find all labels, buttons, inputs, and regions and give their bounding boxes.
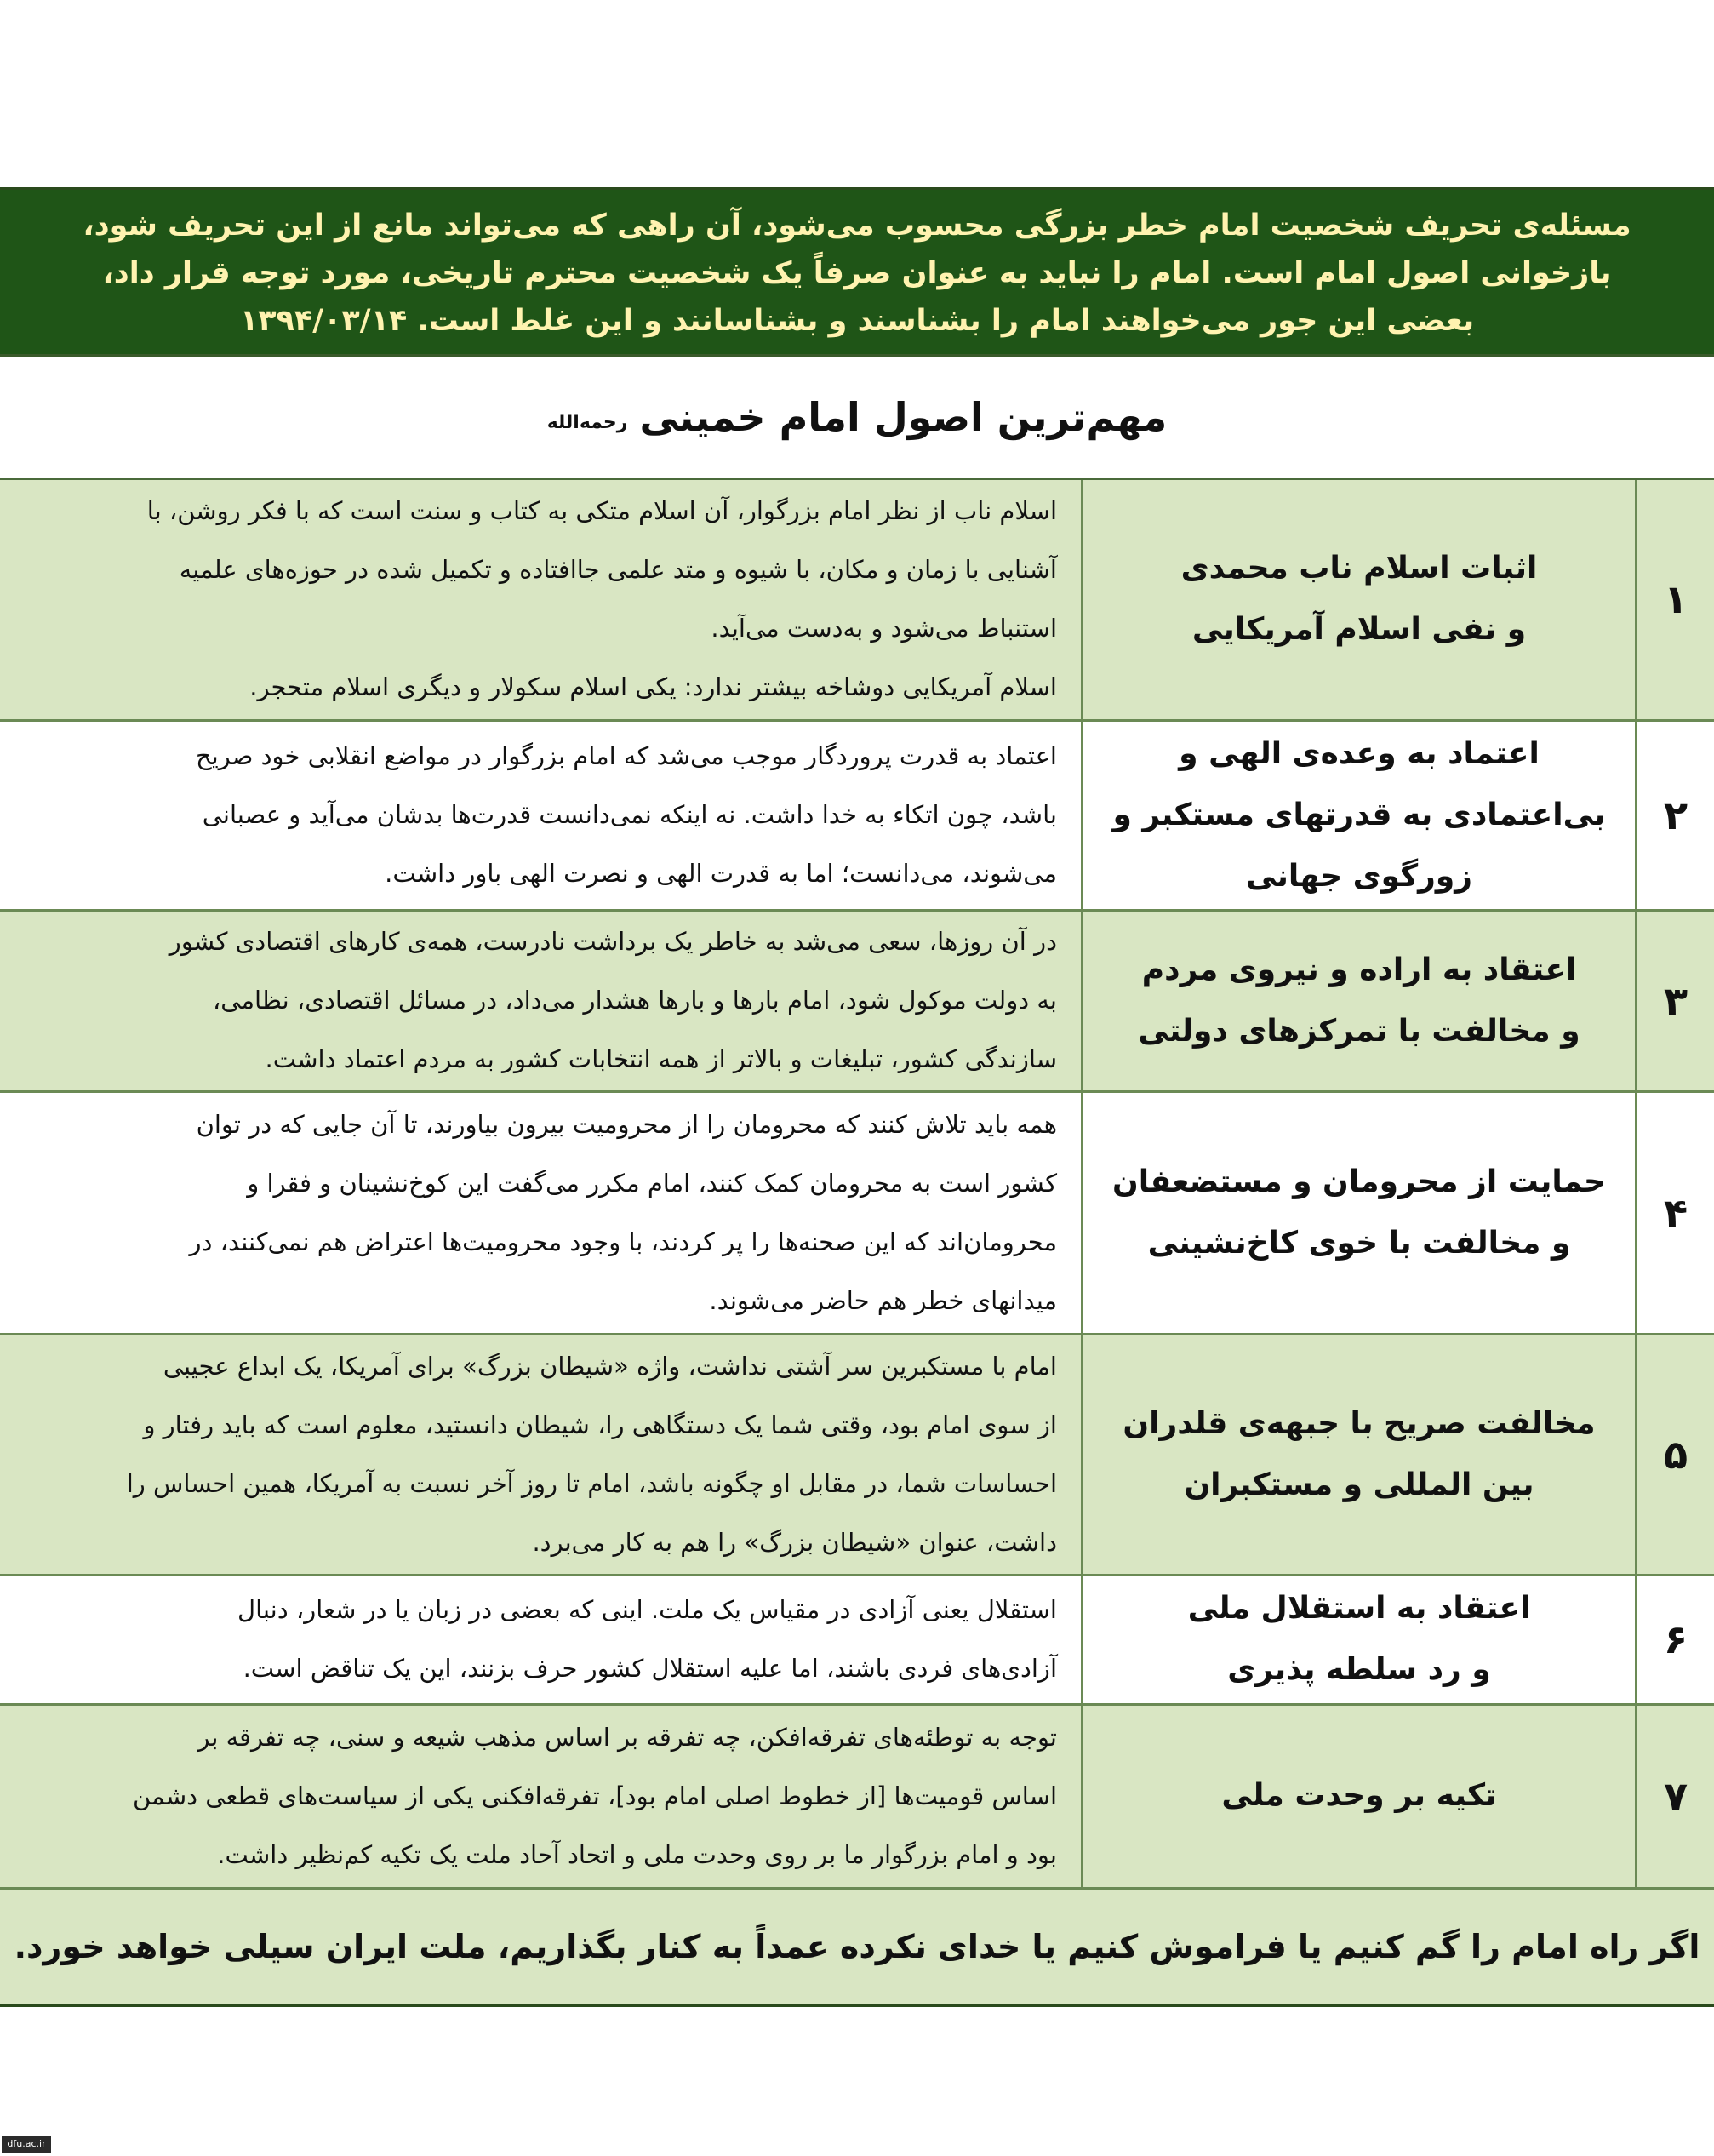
table-row xyxy=(0,1091,1714,1334)
principle-line: حمایت از محرومان و مستضعفان xyxy=(1112,1164,1606,1199)
table-row xyxy=(0,1704,1714,1888)
desc-line: باشد، چون اتکاء به خدا داشت. نه اینکه نمی‌دانست قدرت‌ها بدشان می‌آید و عصبانی xyxy=(202,800,1057,829)
principle-title xyxy=(1083,720,1637,910)
header-line: مسئله‌ی تحریف شخصیت امام خطر بزرگی محسوب می‌شود، آن راهی که می‌تواند مانع از این تحریف شود، xyxy=(83,209,1631,243)
principle-line: مخالفت صریح با جبهه‌ی قلدران xyxy=(1123,1405,1596,1441)
principle-description xyxy=(0,910,1083,1091)
page-title: مهم‌ترین اصول امام خمینی xyxy=(639,394,1168,440)
row-number: ۱ xyxy=(1637,480,1714,720)
desc-line: به دولت موکول شود، امام بارها و بارها هشدار می‌داد، در مسائل اقتصادی، نظامی، xyxy=(212,986,1057,1015)
desc-line: از سوی امام بود، وقتی شما یک دستگاهی را، شیطان دانستید، معلوم است که باید رفتار و xyxy=(143,1410,1057,1439)
principle-title xyxy=(1083,1091,1637,1334)
principle-title xyxy=(1083,1334,1637,1575)
principle-description xyxy=(0,1334,1083,1575)
principle-line: اثبات اسلام ناب محمدی xyxy=(1180,551,1538,586)
row-number: ۶ xyxy=(1637,1575,1714,1704)
table-row xyxy=(0,720,1714,910)
desc-line: می‌شوند، می‌دانست؛ اما به قدرت الهی و نصرت الهی باور داشت. xyxy=(385,859,1057,888)
desc-line: در آن روزها، سعی می‌شد به خاطر یک برداشت نادرست، همه‌ی کارهای اقتصادی کشور xyxy=(169,927,1057,956)
table-row xyxy=(0,480,1714,720)
desc-line: اعتماد به قدرت پروردگار موجب می‌شد که امام بزرگوار در مواضع انقلابی خود صریح xyxy=(195,741,1057,770)
header-line: بازخوانی اصول امام است. امام را نباید به عنوان صرفاً یک شخصیت محترم تاریخی، مورد توجه قرار داد، xyxy=(102,256,1612,290)
desc-line: بود و امام بزرگوار ما بر روی وحدت ملی و اتحاد آحاد ملت یک تکیه کم‌نظیر داشت. xyxy=(217,1839,1057,1869)
principle-title xyxy=(1083,910,1637,1091)
desc-line: اسلام ناب از نظر امام بزرگوار، آن اسلام متکی به کتاب و سنت است که با فکر روشن، با xyxy=(146,496,1057,526)
principle-line: و مخالفت با خوی کاخ‌نشینی xyxy=(1147,1225,1571,1261)
principle-title xyxy=(1083,1704,1637,1888)
principle-line: اعتماد به وعده‌ی الهی و xyxy=(1179,735,1540,771)
principles-table xyxy=(0,480,1714,1890)
desc-line: استنباط می‌شود و به‌دست می‌آید. xyxy=(711,614,1057,643)
principle-line: بی‌اعتمادی به قدرتهای مستکبر و xyxy=(1112,797,1606,832)
row-number: ۴ xyxy=(1637,1091,1714,1334)
principle-line: و رد سلطه پذیری xyxy=(1227,1652,1491,1687)
title-row xyxy=(0,357,1714,480)
principle-description xyxy=(0,1704,1083,1888)
desc-line: میدانهای خطر هم حاضر می‌شوند. xyxy=(709,1285,1057,1315)
principle-line: اعتقاد به استقلال ملی xyxy=(1187,1591,1531,1626)
title-suffix: رحمه‌الله xyxy=(546,411,628,433)
principle-description xyxy=(0,1575,1083,1704)
header-quote xyxy=(0,190,1714,357)
principles-document xyxy=(0,187,1714,2007)
desc-line: محرومان‌اند که این صحنه‌ها را پر کردند، با وجود محرومیت‌ها اعتراض هم نمی‌کنند، در xyxy=(189,1227,1057,1256)
principle-line: و مخالفت با تمرکزهای دولتی xyxy=(1138,1013,1580,1049)
desc-line: داشت، عنوان «شیطان بزرگ» را هم به کار می‌برد. xyxy=(532,1527,1057,1557)
desc-line: استقلال یعنی آزادی در مقیاس یک ملت. اینی که بعضی در زبان یا در شعار، دنبال xyxy=(237,1595,1057,1624)
principle-description xyxy=(0,480,1083,720)
principle-line: زورگوی جهانی xyxy=(1245,858,1473,894)
desc-line: آشنایی با زمان و مکان، با شیوه و متد علمی جاافتاده و تکمیل شده در حوزه‌های علمیه xyxy=(179,555,1057,585)
principle-description xyxy=(0,1091,1083,1334)
table-row xyxy=(0,1334,1714,1575)
desc-line: سازندگی کشور، تبلیغات و بالاتر از همه انتخابات کشور به مردم اعتماد داشت. xyxy=(265,1044,1057,1073)
row-number: ۵ xyxy=(1637,1334,1714,1575)
desc-line: امام با مستکبرین سر آشتی نداشت، واژه «شیطان بزرگ» برای آمریکا، یک ابداع عجیبی xyxy=(163,1351,1057,1381)
principle-line: و نفی اسلام آمریکایی xyxy=(1191,612,1527,648)
row-number: ۳ xyxy=(1637,910,1714,1091)
table-row xyxy=(0,1575,1714,1704)
principle-line: تکیه بر وحدت ملی xyxy=(1221,1778,1497,1813)
desc-line: توجه به توطئه‌های تفرقه‌افکن، چه تفرقه بر اساس مذهب شیعه و سنی، چه تفرقه بر xyxy=(197,1722,1057,1752)
row-number: ۲ xyxy=(1637,720,1714,910)
header-line: بعضی این جور می‌خواهند امام را بشناسند و بشناسانند و این غلط است. ۱۳۹۴/۰۳/۱۴ xyxy=(239,304,1475,338)
desc-line: آزادی‌های فردی باشند، اما علیه استقلال کشور حرف بزنند، این یک تناقض است. xyxy=(243,1654,1057,1683)
principle-title xyxy=(1083,480,1637,720)
row-number: ۷ xyxy=(1637,1704,1714,1888)
desc-line: همه باید تلاش کنند که محرومان را از محرومیت بیرون بیاورند، تا آن جایی که در توان xyxy=(196,1109,1057,1139)
principle-line: اعتقاد به اراده و نیروی مردم xyxy=(1141,952,1577,987)
principle-line: بین المللی و مستکبران xyxy=(1184,1467,1534,1502)
table-row xyxy=(0,910,1714,1091)
footer-quote: اگر راه امام را گم کنیم یا فراموش کنیم یا خدای نکرده عمداً به کنار بگذاریم، ملت ایران سیلی خواهد خورد. xyxy=(0,1890,1714,2004)
principle-description xyxy=(0,720,1083,910)
desc-line: کشور است به محرومان کمک کنند، امام مکرر می‌گفت این کوخ‌نشینان و فقرا و xyxy=(247,1168,1057,1198)
desc-line: اسلام آمریکایی دوشاخه بیشتر ندارد: یکی اسلام سکولار و دیگری اسلام متحجر. xyxy=(249,672,1057,702)
site-logo: dfu.ac.ir xyxy=(2,2136,51,2153)
principle-title xyxy=(1083,1575,1637,1704)
desc-line: اساس قومیت‌ها [از خطوط اصلی امام بود]، تفرقه‌افکنی یکی از سیاست‌های قطعی دشمن xyxy=(133,1781,1057,1810)
desc-line: احساسات شما، در مقابل او چگونه باشد، امام تا روز آخر نسبت به آمریکا، همین احساس را xyxy=(126,1468,1057,1498)
